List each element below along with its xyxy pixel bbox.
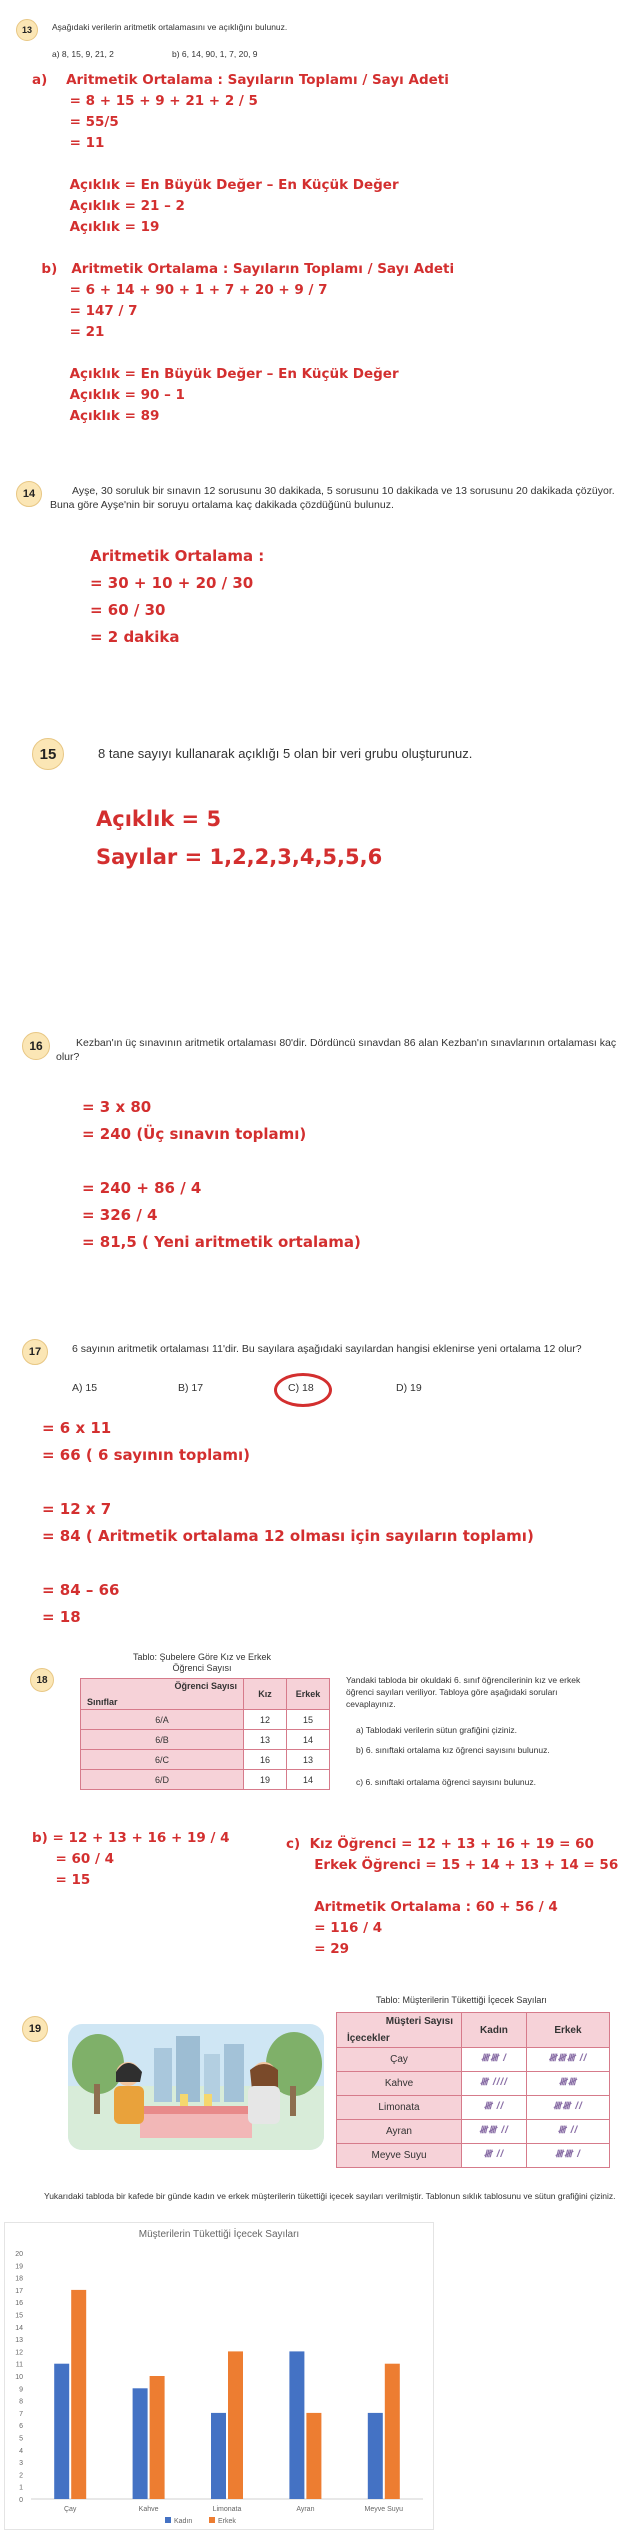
table-cell: Çay (337, 2048, 462, 2072)
y-tick-label: 12 (15, 2349, 23, 2357)
table-18-header-side: Sınıflar (87, 1697, 118, 1707)
y-tick-label: 9 (19, 2386, 23, 2394)
table-19-header-side: İçecekler (347, 2033, 390, 2044)
question-17-text: 6 sayının aritmetik ortalaması 11'dir. Bu sayılara aşağıdaki sayılardan hangisi eklenirse yeni ortalama 12 olur? (72, 1343, 582, 1355)
table-18-title: Tablo: Şubelere Göre Kız ve Erkek Öğrenci Sayısı (132, 1652, 272, 1673)
question-15-answer: Açıklık = 5 Sayılar = 1,2,2,3,4,5,5,6 (96, 807, 383, 869)
table-cell: 14 (287, 1730, 330, 1750)
question-18-sub-b: b) 6. sınıftaki ortalama kız öğrenci sayısını bulunuz. (356, 1745, 550, 1755)
question-15-text: 8 tane sayıyı kullanarak açıklığı 5 olan bir veri grubu oluşturunuz. (98, 746, 473, 761)
question-number-14: 14 (16, 481, 42, 507)
question-19-description: Yukarıdaki tabloda bir kafede bir günde kadın ve erkek müşterilerin tükettiği içecek sayıları verilmiştir. Tablonun sıklık tablosunu ve sütun grafiğini çiziniz. (44, 2191, 616, 2201)
table-row (337, 2120, 610, 2144)
table-cell: Kahve (337, 2072, 462, 2096)
y-tick-label: 20 (15, 2251, 23, 2258)
question-17-option-c: C) 18 (288, 1382, 314, 1394)
table-row (337, 2072, 610, 2096)
y-tick-label: 5 (19, 2435, 23, 2443)
tally-cell: 𝍸𝍸 // (462, 2120, 527, 2144)
legend-swatch (209, 2517, 215, 2523)
y-tick-label: 4 (19, 2447, 23, 2455)
table-cell: 13 (287, 1750, 330, 1770)
table-row (81, 1750, 330, 1770)
table-19-col-man: Erkek (526, 2013, 609, 2048)
bar-kadin (368, 2413, 383, 2499)
table-cell: 16 (244, 1750, 287, 1770)
question-number-18: 18 (30, 1668, 54, 1692)
cafe-illustration (68, 2024, 324, 2150)
bar-kadin (289, 2351, 304, 2499)
tally-cell: 𝍸 // (526, 2120, 609, 2144)
y-tick-label: 15 (15, 2312, 23, 2320)
legend-label: Erkek (218, 2518, 236, 2525)
table-cell: 6/B (81, 1730, 244, 1750)
question-16-text: Kezban'ın üç sınavının aritmetik ortalaması 80'dir. Dördüncü sınavdan 86 alan Kezban'ın sınavlarının ortalaması kaç olur? (56, 1037, 617, 1063)
tally-cell: 𝍸 // (462, 2144, 527, 2168)
question-number-19: 19 (22, 2016, 48, 2042)
table-row (81, 1770, 330, 1790)
table-cell: 6/A (81, 1710, 244, 1730)
chart-title: Müşterilerin Tükettiği İçecek Sayıları (138, 2229, 300, 2240)
table-cell: 19 (244, 1770, 287, 1790)
question-18-sub-a: a) Tablodaki verilerin sütun grafiğini çiziniz. (356, 1725, 517, 1735)
question-13-text: Aşağıdaki verilerin aritmetik ortalamasını ve açıklığını bulunuz. (52, 22, 288, 32)
y-tick-label: 13 (15, 2337, 23, 2345)
bar-kadin (133, 2388, 148, 2499)
question-number-15: 15 (32, 738, 64, 770)
x-tick-label: Meyve Suyu (364, 2506, 404, 2513)
student-count-table (80, 1678, 330, 1790)
tally-cell: 𝍸 // (462, 2096, 527, 2120)
tally-cell: 𝍸𝍸 (526, 2072, 609, 2096)
table-cell: 15 (287, 1710, 330, 1730)
question-14-answer: Aritmetik Ortalama : = 30 + 10 + 20 / 30 = 60 / 30 = 2 dakika (90, 547, 265, 646)
y-tick-label: 8 (19, 2398, 23, 2406)
question-number-17: 17 (22, 1339, 48, 1365)
y-tick-label: 14 (15, 2324, 23, 2332)
legend-swatch (165, 2517, 171, 2523)
question-18-sub-c: c) 6. sınıftaki ortalama öğrenci sayısını bulunuz. (356, 1777, 537, 1787)
question-18-answer-c: c) Kız Öğrenci = 12 + 13 + 16 + 19 = 60 Erkek Öğrenci = 15 + 14 + 13 + 14 = 56 Aritmetik Ortalama : 60 + 56 / 4 = 116 / 4 = 29 (286, 1836, 619, 1957)
drink-tally-table (336, 2012, 610, 2168)
tally-cell: 𝍸𝍸 / (526, 2144, 609, 2168)
table-cell: Limonata (337, 2096, 462, 2120)
bar-erkek (385, 2364, 400, 2499)
option-c-circle-mark (274, 1373, 332, 1407)
question-16-answer: = 3 x 80 = 240 (Üç sınavın toplamı) = 240 + 86 / 4 = 326 / 4 = 81,5 ( Yeni aritmetik ortalama) (82, 1098, 361, 1251)
x-tick-label: Kahve (138, 2506, 159, 2513)
tally-cell: 𝍸𝍸 // (526, 2096, 609, 2120)
bar-erkek (150, 2376, 165, 2499)
y-tick-label: 17 (15, 2287, 23, 2295)
bar-kadin (54, 2364, 69, 2499)
x-tick-label: Çay (63, 2506, 77, 2513)
bar-erkek (71, 2290, 86, 2499)
table-cell: Meyve Suyu (337, 2144, 462, 2168)
bar-kadin (211, 2413, 226, 2499)
y-tick-label: 10 (15, 2374, 23, 2381)
table-cell: 6/C (81, 1750, 244, 1770)
y-tick-label: 3 (19, 2460, 23, 2468)
table-19-col-woman: Kadın (462, 2013, 527, 2048)
y-tick-label: 16 (15, 2300, 23, 2308)
tally-cell: 𝍸 //// (462, 2072, 527, 2096)
table-18-header-top: Öğrenci Sayısı (174, 1681, 237, 1691)
y-tick-label: 19 (15, 2263, 23, 2271)
drink-bar-chart (4, 2222, 434, 2530)
table-19-title: Tablo: Müşterilerin Tükettiği İçecek Sayıları (376, 1995, 547, 2005)
table-row (337, 2144, 610, 2168)
question-18-answer-b: b) = 12 + 13 + 16 + 19 / 4 = 60 / 4 = 15 (32, 1830, 230, 1888)
y-tick-label: 11 (15, 2361, 23, 2369)
legend-label: Kadın (174, 2518, 193, 2525)
x-tick-label: Ayran (296, 2506, 315, 2513)
table-row (337, 2096, 610, 2120)
question-14-text: Ayşe, 30 soruluk bir sınavın 12 sorusunu 30 dakikada, 5 sorusunu 10 dakikada ve 13 sorusunu 20 dakikada çözüyor. Buna göre Ayşe'nin bir soruyu ortalama kaç dakikada çözdüğünü bulunuz. (50, 485, 615, 511)
question-17-answer: = 6 x 11 = 66 ( 6 sayının toplamı) = 12 x 7 = 84 ( Aritmetik ortalama 12 olması için sayıların toplamı) = 84 – 66 = 18 (42, 1419, 534, 1626)
y-tick-label: 0 (19, 2497, 23, 2504)
table-19-header-top: Müşteri Sayısı (385, 2016, 453, 2027)
bar-erkek (228, 2351, 243, 2499)
question-13-option-b: b) 6, 14, 90, 1, 7, 20, 9 (172, 49, 258, 59)
question-number-16: 16 (22, 1032, 50, 1060)
table-row (81, 1730, 330, 1750)
question-17-option-b: B) 17 (178, 1382, 204, 1394)
y-tick-label: 18 (15, 2275, 23, 2283)
table-cell: 6/D (81, 1770, 244, 1790)
question-number-13: 13 (16, 19, 38, 41)
table-cell: 14 (287, 1770, 330, 1790)
chart-plot (5, 2223, 433, 2529)
table-18-col-boy: Erkek (287, 1679, 330, 1710)
question-13-option-a: a) 8, 15, 9, 21, 2 (52, 49, 114, 59)
question-17-option-d: D) 19 (396, 1382, 422, 1394)
y-tick-label: 1 (19, 2484, 23, 2492)
tally-cell: 𝍸𝍸 / (462, 2048, 527, 2072)
table-cell: 13 (244, 1730, 287, 1750)
table-cell: 12 (244, 1710, 287, 1730)
bar-erkek (306, 2413, 321, 2499)
y-tick-label: 2 (19, 2472, 23, 2480)
table-cell: Ayran (337, 2120, 462, 2144)
question-13-answer: a) Aritmetik Ortalama : Sayıların Toplamı / Sayı Adeti = 8 + 15 + 9 + 21 + 2 / 5 = 55/5 = 11 Açıklık = En Büyük Değer – En Küçük Değer Açıklık = 21 – 2 Açıklık = 19 b) Aritmetik Ortalama : Sayıların Toplamı / Sayı Adeti = 6 + 14 + 90 + 1 + 7 + 20 + 9 / 7 = 147 / 7 = 21 Açıklık = En Büyük Değer – En Küçük Değer Açıklık = 90 – 1 Açıklık = 89 (32, 72, 455, 424)
table-row (81, 1710, 330, 1730)
y-tick-label: 7 (19, 2410, 23, 2418)
question-18-description: Yandaki tabloda bir okuldaki 6. sınıf öğrencilerinin kız ve erkek öğrenci sayıları veriliyor. Tabloya göre aşağıdaki soruları cevaplayınız. (346, 1675, 581, 1709)
table-row (337, 2048, 610, 2072)
tally-cell: 𝍸𝍸𝍸 // (526, 2048, 609, 2072)
question-17-option-a: A) 15 (72, 1382, 98, 1394)
x-tick-label: Limonata (212, 2506, 242, 2513)
y-tick-label: 6 (19, 2423, 23, 2431)
table-18-col-girl: Kız (244, 1679, 287, 1710)
